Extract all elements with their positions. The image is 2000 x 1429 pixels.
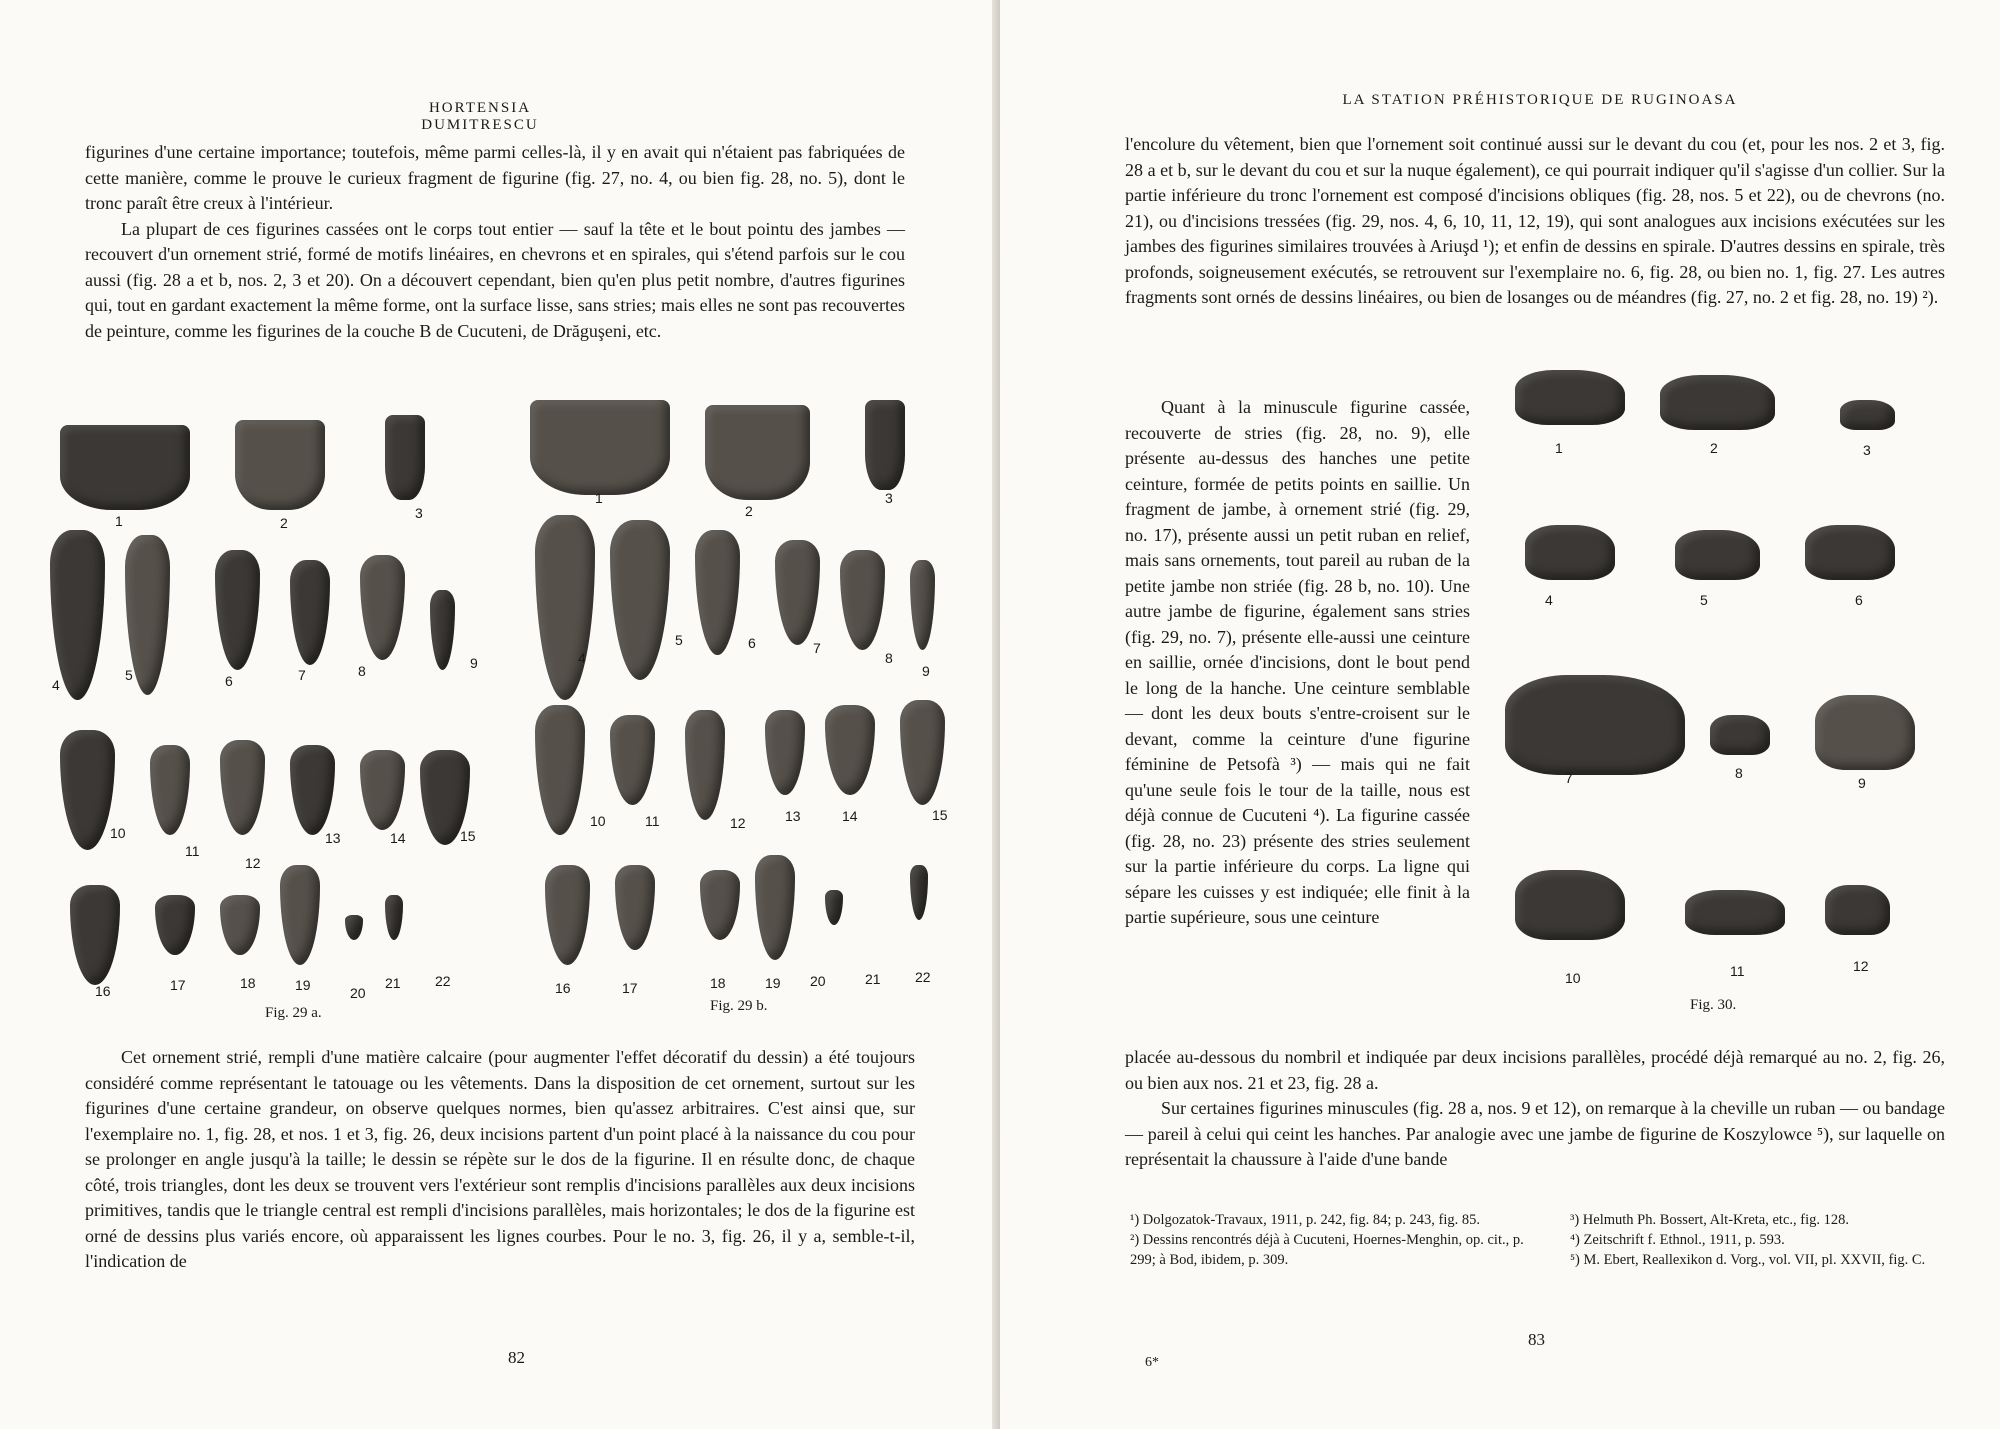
figure-number: 9 [470, 655, 478, 671]
figurine-photo [1825, 885, 1890, 935]
figure-number: 8 [885, 650, 893, 666]
figurine-photo [825, 705, 875, 795]
figurine-photo [1685, 890, 1785, 935]
footnotes [1130, 1210, 1950, 1300]
figurine-photo [1805, 525, 1895, 580]
figure-number: 11 [1730, 963, 1745, 979]
footnotes-right-column [1570, 1210, 1950, 1270]
running-head-right: LA STATION PRÉHISTORIQUE DE RUGINOASA [1342, 92, 1738, 108]
figurine-photo [535, 705, 585, 835]
figurine-photo [290, 745, 335, 835]
right-top-text [1125, 132, 1945, 311]
figurine-photo [1675, 530, 1760, 580]
page-number: 82 [508, 1348, 525, 1367]
paragraph: La plupart de ces figurines cassées ont le corps tout entier — sauf la tête et le bout pointu des jambes — recouvert d'un ornement strié, formé de motifs linéaires, en chevrons et en spirales, qui s'étend parfois sur le cou aussi (fig. 28 a et b, nos. 2, 3 et 20). On a découvert cependant, bien qu'en plus petit nombre, d'autres figurines qui, tout en gardant exactement la même forme, ont la surface lisse, sans stries; mais elles ne sont pas recouvertes de peinture, comme les figurines de la couche B de Cucuteni, de Drăguşeni, etc. [85, 218, 905, 341]
figure-caption: Fig. 29 b. [710, 998, 768, 1014]
figure-number: 15 [932, 807, 948, 823]
figure-number: 7 [1565, 770, 1573, 786]
footnotes-left-column [1130, 1210, 1525, 1270]
figure-number: 5 [1700, 592, 1708, 608]
figurine-photo [430, 590, 455, 670]
figure-number: 7 [298, 667, 306, 683]
figure-number: 8 [358, 663, 366, 679]
figurine-photo [50, 530, 105, 700]
right-page [1000, 0, 2000, 1429]
footnote: ³) Helmuth Ph. Bossert, Alt-Kreta, etc., fig. 128. [1570, 1212, 1849, 1228]
figurine-photo [765, 710, 805, 795]
figure-number: 14 [842, 808, 858, 824]
figure-number: 19 [765, 975, 781, 991]
figure-number: 1 [1555, 440, 1563, 456]
figurine-photo [865, 400, 905, 490]
figurine-photo [610, 520, 670, 680]
figure-number: 8 [1735, 765, 1743, 781]
figure-number: 13 [325, 830, 341, 846]
paragraph: Quant à la minuscule figurine cassée, recouverte de stries (fig. 28, no. 9), elle présente au-dessus des hanches une petite ceinture, formée de petits points en saillie. Un fragment de jambe, à ornement strié (fig. 29, no. 17), présente aussi un petit ruban en relief, mais sans ornements, tout pareil au ruban de la petite jambe non striée (fig. 28 b, no. 10). Une autre jambe de figurine, également sans stries (fig. 29, no. 7), présente elle-aussi une ceinture en saillie, ornée d'incisions, dont le bout pend le long de la hanche. Une ceinture semblable — dont les deux bouts s'entre-croisent sur le devant, comme la ceinture d'une figurine féminine de Petsofà ³) — mais qui ne fait qu'une seule fois le tour de la taille, nous est déjà connue de Cucuteni ⁴). La figurine cassée (fig. 28, no. 23) présente des stries seulement sur la partie inférieure du corps. La ligne qui sépare les cuisses y est indiquée; elle finit à la partie supérieure, sous une ceinture [1125, 397, 1470, 927]
figurine-photo [360, 750, 405, 830]
figurine-photo [695, 530, 740, 655]
figurine-photo [825, 890, 843, 925]
figurine-photo [345, 915, 363, 940]
right-lower-text [1125, 1045, 1945, 1173]
figure-number: 22 [915, 969, 931, 985]
figurine-photo [1505, 675, 1685, 775]
figure-number: 12 [245, 855, 261, 871]
figure-number: 6 [225, 673, 233, 689]
paragraph: figurines d'une certaine importance; toutefois, même parmi celles-là, il y en avait qui n'étaient pas fabriquées de cette manière, comme le prouve le curieux fragment de figurine (fig. 27, no. 4, ou bien fig. 28, no. 5), dont le tronc paraît être creux à l'intérieur. [85, 142, 905, 213]
figure-number: 9 [922, 663, 930, 679]
page-number: 83 [1528, 1330, 1545, 1349]
figurine-photo [280, 865, 320, 965]
figure-number: 9 [1858, 775, 1866, 791]
figurine-photo [220, 895, 260, 955]
footnote: ¹) Dolgozatok-Travaux, 1911, p. 242, fig. 84; p. 243, fig. 85. [1130, 1212, 1481, 1228]
figurine-photo [1515, 870, 1625, 940]
left-bottom-text [85, 1045, 915, 1275]
figurine-photo [705, 405, 810, 500]
figurine-photo [545, 865, 590, 965]
figurine-photo [385, 895, 403, 940]
figure-number: 2 [1710, 440, 1718, 456]
figure-number: 7 [813, 640, 821, 656]
figure-number: 20 [350, 985, 366, 1001]
figure-number: 16 [555, 980, 571, 996]
figurine-photo [215, 550, 260, 670]
figurine-photo [290, 560, 330, 665]
figurine-photo [900, 700, 945, 805]
footnote: ²) Dessins rencontrés déjà à Cucuteni, Hoernes-Menghin, op. cit., p. 299; à Bod, ibidem, p. 309. [1130, 1232, 1524, 1268]
figurine-photo [840, 550, 885, 650]
footnote: ⁵) M. Ebert, Reallexikon d. Vorg., vol. VII, pl. XXVII, fig. C. [1570, 1252, 1926, 1268]
figure-number: 17 [170, 977, 186, 993]
figurine-photo [910, 560, 935, 650]
figure-29a-plate [40, 405, 500, 1001]
figurine-photo [685, 710, 725, 820]
figure-number: 6 [748, 635, 756, 651]
figurine-photo [1840, 400, 1895, 430]
figure-number: 12 [1853, 958, 1869, 974]
figure-number: 13 [785, 808, 801, 824]
figure-number: 5 [125, 667, 133, 683]
figurine-photo [155, 895, 195, 955]
figure-29b-plate [520, 395, 960, 995]
figurine-photo [1525, 525, 1615, 580]
running-head-left: HORTENSIA DUMITRESCU [421, 100, 539, 133]
figure-number: 4 [1545, 592, 1553, 608]
figure-caption: Fig. 29 a. [265, 1005, 322, 1021]
figurine-photo [360, 555, 405, 660]
figurine-photo [530, 400, 670, 495]
figure-number: 16 [95, 983, 111, 999]
figure-number: 3 [1863, 442, 1871, 458]
figurine-photo [535, 515, 595, 700]
figure-number: 22 [435, 973, 451, 989]
figurine-photo [1660, 375, 1775, 430]
figure-number: 21 [865, 971, 881, 987]
figure-number: 10 [110, 825, 126, 841]
figure-caption: Fig. 30. [1690, 997, 1737, 1013]
figure-number: 4 [578, 650, 586, 666]
figure-number: 12 [730, 815, 746, 831]
figure-number: 14 [390, 830, 406, 846]
figure-number: 11 [645, 813, 660, 829]
figurine-photo [615, 865, 655, 950]
left-top-text [85, 140, 905, 344]
figurine-photo [755, 855, 795, 960]
figurine-photo [70, 885, 120, 985]
figure-number: 18 [240, 975, 256, 991]
paragraph: l'encolure du vêtement, bien que l'ornement soit continué aussi sur le devant du cou (et, pour les nos. 2 et 3, fig. 28 a et b, sur le devant du cou et sur la nuque également), ce qui pourrait indiquer qu'il s'agisse d'un collier. Sur la partie inférieure du tronc l'ornement est composé d'incisions obliques (fig. 28, nos. 5 et 22), ou de chevrons (no. 21), ou d'incisions tressées (fig. 29, nos. 4, 6, 10, 11, 12, 19), qui sont analogues aux incisions exécutées sur les jambes des figurines similaires trouvées à Ariuşd ¹); et enfin de dessins en spirale. D'autres dessins en spirale, très profonds, soigneusement exécutés, se retrouvent sur l'exemplaire no. 6, fig. 28, ou bien no. 1, fig. 27. Les autres fragments sont ornés de dessins linéaires, ou bien de losanges ou de méandres (fig. 27, no. 2 et fig. 28, no. 19) ²). [1125, 134, 1945, 307]
figure-number: 11 [185, 843, 200, 859]
figure-number: 3 [415, 505, 423, 521]
paragraph: Sur certaines figurines minuscules (fig. 28 a, nos. 9 et 12), on remarque à la cheville un ruban — ou bandage — pareil à celui qui ceint les hanches. Par analogie avec une jambe de figurine de Koszylowce ⁵), sur laquelle on représentait la chaussure à l'aide d'une bande [1125, 1098, 1945, 1169]
figurine-photo [220, 740, 265, 835]
figure-number: 1 [115, 513, 123, 529]
figure-number: 5 [675, 632, 683, 648]
figure-number: 6 [1855, 592, 1863, 608]
figurine-photo [385, 415, 425, 500]
figurine-photo [235, 420, 325, 510]
figurine-photo [60, 425, 190, 510]
figurine-photo [60, 730, 115, 850]
paragraph: Cet ornement strié, rempli d'une matière calcaire (pour augmenter l'effet décoratif du dessin) a été toujours considéré comme représentant le tatouage ou les vêtements. Dans la disposition de cet ornement, surtout sur les figurines d'une certaine grandeur, on observe quelques normes, bien qu'assez arbitraires. C'est ainsi que, sur l'exemplaire no. 1, fig. 28, et nos. 1 et 3, fig. 26, deux incisions partent d'un point placé à la naissance du cou pour se prolonger en angle jusqu'à la taille; le dessin se répète sur le dos de la figurine. Il en résulte donc, de chaque côté, trois triangles, dont les deux se trouvent vers l'extérieur sont remplis d'incisions parallèles aux deux incisions primitives, tandis que le triangle central est rempli d'incisions parallèles, mais horizontales; le dos de la figurine est orné de dessins plus variés encore, où apparaissent les lignes courbes. Pour le no. 3, fig. 26, il y a, semble-t-il, l'indication de [85, 1047, 915, 1271]
figure-number: 21 [385, 975, 401, 991]
figurine-photo [150, 745, 190, 835]
figurine-photo [610, 715, 655, 805]
figure-number: 3 [885, 490, 893, 506]
figure-number: 1 [595, 490, 603, 506]
figure-number: 10 [1565, 970, 1581, 986]
figurine-photo [910, 865, 928, 920]
signature-mark: 6* [1145, 1355, 1159, 1370]
figure-number: 18 [710, 975, 726, 991]
figure-30-plate [1495, 360, 1945, 986]
figure-number: 2 [280, 515, 288, 531]
figurine-photo [775, 540, 820, 645]
figurine-photo [700, 870, 740, 940]
figure-number: 15 [460, 828, 476, 844]
paragraph: placée au-dessous du nombril et indiquée par deux incisions parallèles, procédé déjà remarqué au no. 2, fig. 26, ou bien aux nos. 21 et 23, fig. 28 a. [1125, 1047, 1945, 1093]
figure-number: 20 [810, 973, 826, 989]
figurine-photo [1515, 370, 1625, 425]
figure-number: 19 [295, 977, 311, 993]
figure-number: 2 [745, 503, 753, 519]
footnote: ⁴) Zeitschrift f. Ethnol., 1911, p. 593. [1570, 1232, 1785, 1248]
figurine-photo [1815, 695, 1915, 770]
figure-number: 4 [52, 677, 60, 693]
figurine-photo [1710, 715, 1770, 755]
right-narrow-text [1125, 395, 1470, 931]
figure-number: 10 [590, 813, 606, 829]
figure-number: 17 [622, 980, 638, 996]
